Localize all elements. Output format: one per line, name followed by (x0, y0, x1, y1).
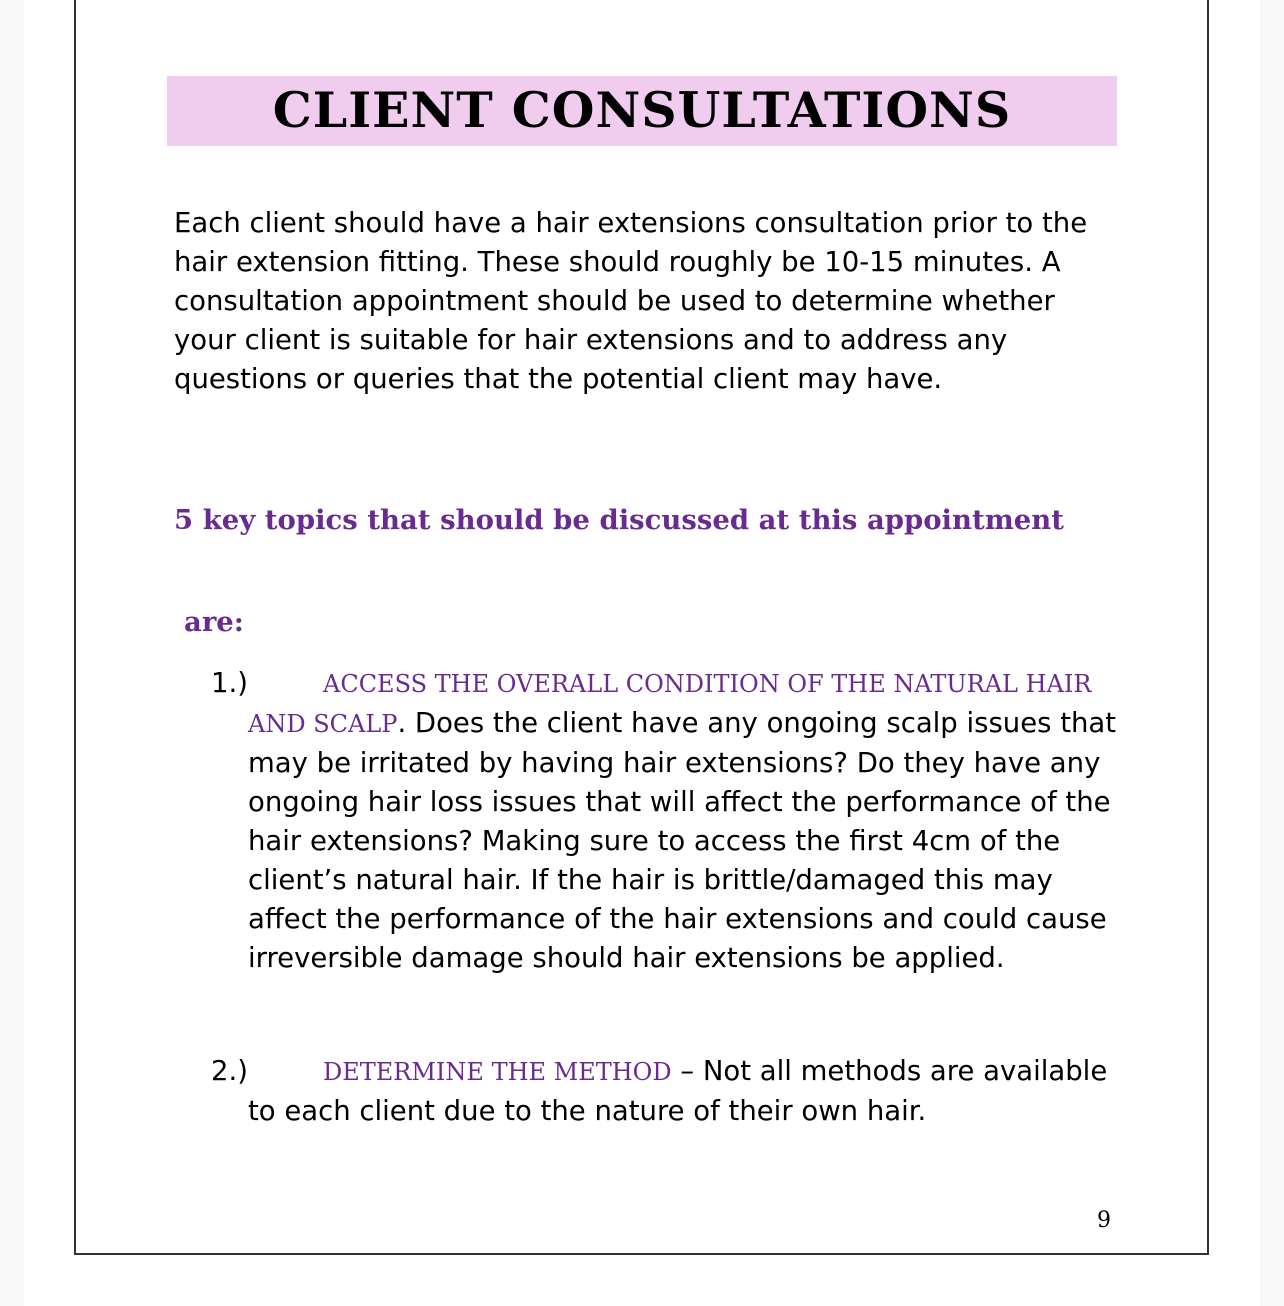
list-item-text: – Not all methods are available to each client due to the nature of their own hair. (248, 1055, 1108, 1127)
list-item-heading: DETERMINE THE METHOD (323, 1058, 672, 1086)
list-item (211, 664, 1118, 978)
list-item-heading: ACCESS THE OVERALL CONDITION OF THE NATURAL HAIR AND SCALP (248, 670, 1092, 738)
list-item-number: 2.) (211, 1055, 248, 1087)
page-number: 9 (1097, 1208, 1111, 1233)
section-subheading: 5 key topics that should be discussed at this appointment (174, 504, 1064, 536)
list-item-number: 1.) (211, 667, 248, 699)
section-subheading-continued: are: (184, 606, 244, 638)
list-item-text: . Does the client have any ongoing scalp issues that may be irritated by having hair extensions? Do they have any ongoing hair loss issues that will affect the performance of the hair extensions? Making sure to access the first 4cm of the client’s natural hair. If the hair is brittle/damaged this may affect the performance of the hair extensions and could cause irreversible damage should hair extensions be applied. (248, 707, 1117, 974)
intro-paragraph: Each client should have a hair extensions consultation prior to the hair extension fitting. These should roughly be 10-15 minutes. A consultation appointment should be used to determine whether your client is suitable for hair extensions and to address any questions or queries that the potential client may have. (174, 207, 1088, 395)
page-title: CLIENT CONSULTATIONS (272, 81, 1012, 139)
document-page (24, 0, 1260, 1306)
list-item (211, 1052, 1118, 1131)
title-banner (167, 76, 1117, 146)
